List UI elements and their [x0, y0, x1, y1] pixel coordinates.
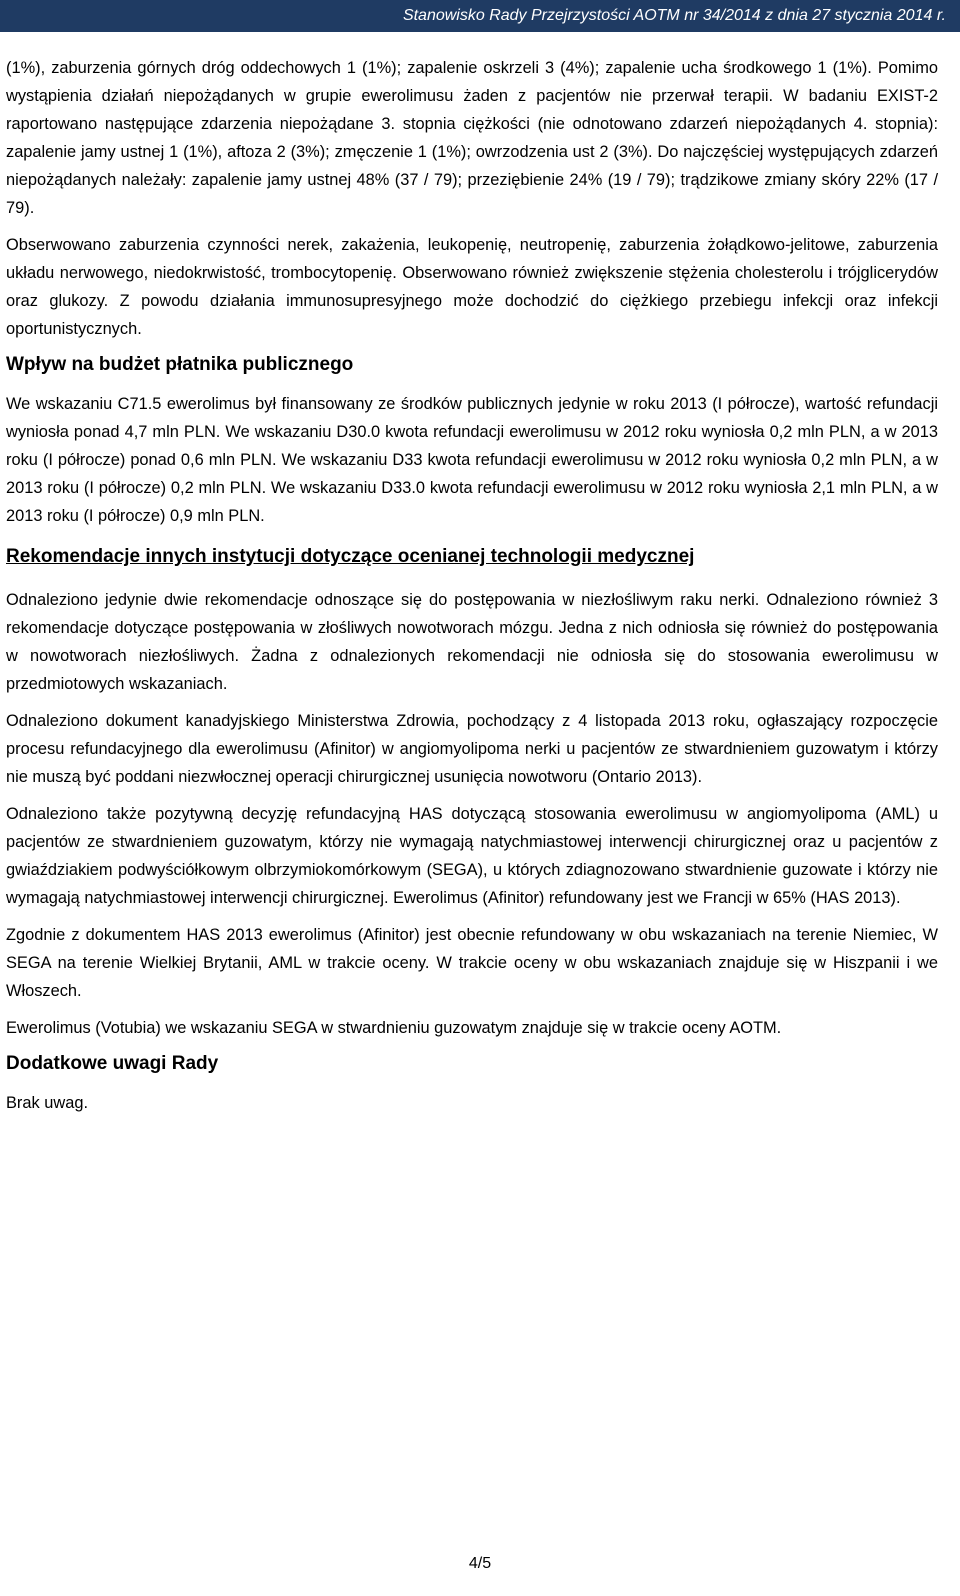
heading-other-recommendations: Rekomendacje innych instytucji dotyczące ocenianej technologii medycznej: [6, 546, 695, 567]
header-bar: [0, 0, 960, 32]
paragraph-recommendations-3: Odnaleziono także pozytywną decyzję refundacyjną HAS dotyczącą stosowania ewerolimusu w angiomyolipoma (AML) u pacjentów ze stwardnieniem guzowatym, którzy nie wymagają natychmiastowej interwencji chirurgicznej oraz u pacjentów z gwiaździakiem podwyściółkowym olbrzymiokomórkowym (SEGA), u których zdiagnozowano stwardnienie guzowate i którzy nie wymagają natychmiastowej interwencji chirurgicznej. Ewerolimus (Afinitor) refundowany jest we Francji w 65% (HAS 2013).: [6, 805, 938, 907]
paragraph-recommendations-5: Ewerolimus (Votubia) we wskazaniu SEGA w stwardnieniu guzowatym znajduje się w trakcie oceny AOTM.: [6, 1019, 782, 1037]
document-body: [6, 54, 938, 1126]
paragraph-adverse-events: (1%), zaburzenia górnych dróg oddechowych 1 (1%); zapalenie oskrzeli 3 (4%); zapalenie ucha środkowego 1 (1%). Pomimo wystąpienia działań niepożądanych w grupie ewerolimusu żaden z pacjentów nie przerwał terapii. W badaniu EXIST-2 raportowano następujące zdarzenia niepożądane 3. stopnia ciężkości (nie odnotowano zdarzeń niepożądanych 4. stopnia): zapalenie jamy ustnej 1 (1%), aftoza 2 (3%); zmęczenie 1 (1%); owrzodzenia ust 2 (3%). Do najczęściej występujących zdarzeń niepożądanych należały: zapalenie jamy ustnej 48% (37 / 79); przeziębienie 24% (19 / 79); trądzikowe zmiany skóry 22% (17 / 79).: [6, 59, 938, 217]
paragraph-observed-disorders: Obserwowano zaburzenia czynności nerek, zakażenia, leukopenię, neutropenię, zaburzenia żołądkowo-jelitowe, zaburzenia układu nerwowego, niedokrwistość, trombocytopenię. Obserwowano również zwiększenie stężenia cholesterolu i trójglicerydów oraz glukozy. Z powodu działania immunosupresyjnego może dochodzić do ciężkiego przebiegu infekcji oraz infekcji oportunistycznych.: [6, 236, 938, 338]
paragraph-recommendations-2: Odnaleziono dokument kanadyjskiego Ministerstwa Zdrowia, pochodzący z 4 listopada 2013 roku, ogłaszający rozpoczęcie procesu refundacyjnego dla ewerolimusu (Afinitor) w angiomyolipoma nerki u pacjentów ze stwardnieniem guzowatym i którzy nie muszą być poddani niezwłocznej operacji chirurgicznej usunięcia nowotworu (Ontario 2013).: [6, 712, 938, 786]
paragraph-recommendations-4: Zgodnie z dokumentem HAS 2013 ewerolimus (Afinitor) jest obecnie refundowany w obu wskazaniach na terenie Niemiec, W SEGA na terenie Wielkiej Brytanii, AML w trakcie oceny. W trakcie oceny w obu wskazaniach znajduje się w Hiszpanii i we Włoszech.: [6, 926, 938, 1000]
heading-budget-impact: Wpływ na budżet płatnika publicznego: [6, 354, 354, 375]
page-number: 4/5: [468, 1555, 492, 1572]
heading-additional-remarks: Dodatkowe uwagi Rady: [6, 1053, 219, 1074]
paragraph-recommendations-1: Odnaleziono jedynie dwie rekomendacje odnoszące się do postępowania w niezłośliwym raku nerki. Odnaleziono również 3 rekomendacje dotyczące postępowania w złośliwych nowotworach mózgu. Jedna z nich odniosła się również do postępowania w nowotworach niezłośliwych. Żadna z odnalezionych rekomendacji nie odniosła się do stosowania ewerolimusu w przedmiotowych wskazaniach.: [6, 591, 938, 693]
paragraph-budget: We wskazaniu C71.5 ewerolimus był finansowany ze środków publicznych jedynie w roku 2013 (I półrocze), wartość refundacji wyniosła ponad 4,7 mln PLN. We wskazaniu D30.0 kwota refundacji ewerolimusu w 2012 roku wyniosła 0,2 mln PLN, a w 2013 roku (I półrocze) ponad 0,6 mln PLN. We wskazaniu D33 kwota refundacji ewerolimusu w 2012 roku wyniosła 0,2 mln PLN, a w 2013 roku (I półrocze) 0,2 mln PLN. We wskazaniu D33.0 kwota refundacji ewerolimusu w 2012 roku wyniosła 2,1 mln PLN, a w 2013 roku (I półrocze) 0,9 mln PLN.: [6, 395, 938, 525]
paragraph-remarks: Brak uwag.: [6, 1094, 88, 1112]
header-title: Stanowisko Rady Przejrzystości AOTM nr 34/2014 z dnia 27 stycznia 2014 r.: [402, 7, 946, 24]
